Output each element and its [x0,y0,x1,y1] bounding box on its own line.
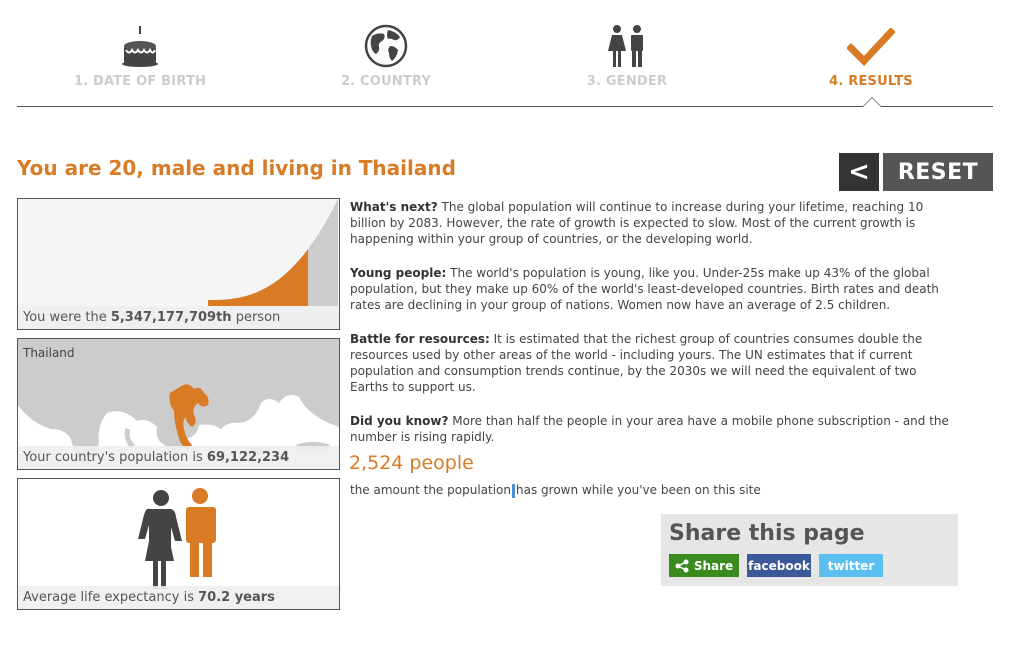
globe-icon [364,24,408,68]
population-bar [321,229,322,306]
population-bar [235,298,236,306]
population-bar [291,268,292,306]
population-bar [229,299,230,306]
population-bar [270,285,271,306]
population-bar [250,295,251,306]
population-bar [293,266,294,306]
population-bar [289,270,290,306]
population-bar [314,240,315,306]
population-bar [277,280,278,306]
population-bar [264,289,265,306]
population-bar [316,237,317,306]
population-bar [329,215,330,306]
population-bar [265,288,266,306]
population-counter-description: the amount the population has grown while you've been on this site [350,483,761,497]
population-bar [292,267,293,306]
population-bar [228,299,229,306]
population-bar [268,286,269,306]
population-bar [335,204,336,306]
birthday-cake-icon [120,24,160,68]
population-bar [318,234,319,306]
step-label: 2. COUNTRY [340,74,432,89]
population-bar [227,299,228,306]
gender-icon [605,24,649,68]
population-bar [286,273,287,306]
life-expectancy-panel [17,478,340,610]
population-bar [280,278,281,306]
population-bar [297,262,298,306]
results-text [350,199,955,463]
population-bar [233,299,234,306]
paragraph-whats-next: What's next? The global population will continue to increase during your lifetime, reaching 10 billion by 2083. However, the rate of growth is expected to slow. Most of the current growth is happening within your group of countries, or the developing world. [350,200,924,246]
population-bar [267,287,268,306]
population-bar [281,277,282,306]
step-label: 1. DATE OF BIRTH [73,74,207,89]
population-bar [284,275,285,306]
share-title: Share this page [669,521,865,546]
population-bar [259,291,260,306]
share-icon [675,559,689,573]
population-bar [298,261,299,306]
population-bar [323,226,324,306]
population-bar [300,258,301,306]
population-bar [319,232,320,306]
population-bar [312,243,313,306]
population-bar [303,255,304,306]
population-bar [226,299,227,306]
population-bar [294,265,295,306]
population-bar [261,290,262,306]
population-bar [276,281,277,306]
population-bar [262,290,263,306]
population-bar [327,219,328,306]
step-date-of-birth[interactable] [40,18,240,89]
population-bar [309,247,310,306]
population-bar [337,200,338,306]
population-bar [332,210,333,306]
population-bar [304,254,305,306]
population-bar [263,289,264,306]
population-bar [244,296,245,306]
life-expectancy-value: 70.2 years [198,590,275,605]
population-bar [275,282,276,306]
population-bar [248,295,249,306]
population-bar [231,299,232,306]
paragraph-young-people: Young people: The world's population is young, like you. Under-25s make up 43% of the global population, but they make up 60% of the world's least-developed countries. Birth rates and death rates are declining in your group of nations. Women now have an average of 2.5 children. [350,266,939,312]
checkmark-icon [847,28,895,68]
population-bar [336,202,337,306]
step-label: 3. GENDER [586,74,668,89]
population-bar [295,264,296,306]
population-bar [239,298,240,306]
population-bar [333,208,334,306]
population-bar [249,295,250,306]
population-bar [274,282,275,306]
population-bar [254,293,255,306]
step-results[interactable] [771,18,971,89]
population-bar [232,299,233,306]
back-button[interactable]: < [839,153,879,191]
reset-button[interactable]: RESET [883,153,993,191]
population-bar [240,297,241,306]
population-bar [247,296,248,306]
population-bar [317,235,318,306]
population-bar [266,287,267,306]
population-bar [308,248,309,306]
population-bar [290,269,291,306]
population-bar [242,297,243,306]
population-bar [301,257,302,306]
population-bar [287,272,288,306]
population-bar [279,279,280,306]
population-bar [324,224,325,306]
population-bar [326,221,327,306]
paragraph-did-you-know: Did you know? More than half the people in your area have a mobile phone subscription - and the number is rising rapidly. [350,414,949,444]
population-bar [306,251,307,306]
population-bar [320,231,321,306]
page-title: You are 20, male and living in Thailand [17,156,456,180]
facebook-button[interactable]: facebook [747,554,811,577]
population-bar [251,294,252,306]
population-bar [253,294,254,306]
life-expectancy-caption: Average life expectancy is 70.2 years [18,586,339,609]
population-bar [245,296,246,306]
population-bar [282,276,283,306]
population-bar [230,299,231,306]
step-gender[interactable] [527,18,727,89]
population-bar [257,292,258,306]
population-bar [330,214,331,306]
population-bar [256,292,257,306]
population-bar [234,298,235,306]
population-bar [313,241,314,306]
population-bar [246,296,247,306]
population-bar [322,227,323,306]
population-bar [237,298,238,306]
population-bar [305,252,306,306]
population-bar [236,298,237,306]
country-panel [17,338,340,470]
population-bar [271,284,272,306]
twitter-button[interactable]: twitter [819,554,883,577]
steps-divider [17,106,993,107]
birth-rank-caption: You were the 5,347,177,709th person [18,306,339,329]
share-box [661,514,958,586]
paragraph-battle-for-resources: Battle for resources: It is estimated that the richest group of countries consumes double the resources used by other areas of the world - including yours. The UN estimates that if current population and consumption trends continue, by the 2030s we will need the equivalent of two Earths to support us. [350,332,923,394]
population-counter: 2,524 people [349,452,474,474]
population-bar [328,217,329,306]
step-label: 4. RESULTS [829,74,913,89]
text-cursor [512,484,515,498]
population-bar [310,246,311,306]
population-bar [296,263,297,306]
population-bar [315,239,316,306]
population-bar [288,271,289,306]
population-bar [307,250,308,306]
population-bar [273,283,274,306]
step-country[interactable] [286,18,486,89]
population-bar [258,291,259,306]
population-bar [238,298,239,306]
population-bar [283,276,284,306]
progress-steps [17,0,993,108]
population-bar [334,206,335,306]
population-bar [302,256,303,306]
population-bar [331,212,332,306]
population-bar [260,291,261,306]
birth-rank-value: 5,347,177,709th [110,310,232,325]
population-bar [278,280,279,306]
population-bar [255,293,256,306]
population-bar [243,297,244,306]
share-button[interactable]: Share [669,554,739,577]
population-bar [241,297,242,306]
population-bar [325,222,326,306]
population-bar [311,244,312,306]
country-population-value: 69,122,234 [206,450,290,465]
country-population-caption: Your country's population is 69,122,234 [18,446,339,469]
country-map-label: Thailand [23,346,75,360]
birth-rank-panel [17,198,340,330]
population-bar [252,294,253,306]
population-bar [299,260,300,306]
population-bar [285,274,286,306]
population-bar [269,286,270,306]
population-bar [272,284,273,306]
active-step-pointer [862,97,882,107]
